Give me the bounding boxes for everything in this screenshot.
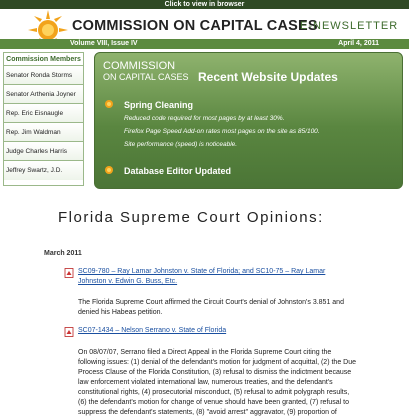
sidebar-item-member[interactable]: Senator Ronda Storms [4, 66, 83, 85]
banner-logo-line1: COMMISSION [103, 60, 176, 72]
opinion-link[interactable]: SC07-1434 – Nelson Serrano v. State of Florida [78, 327, 227, 334]
sidebar-item-member[interactable]: Jeffrey Swartz, J.D. [4, 161, 83, 180]
opinion-summary: suppress the defendant's statements, (8) "avoid arrest" aggravator, (9) proportion of [78, 409, 337, 416]
issue-label: Volume VIII, Issue IV [70, 40, 138, 47]
opinion-summary: constitutional rights, (4) prosecutorial misconduct, (5) refusal to admit polygraph results, [78, 389, 350, 396]
issue-date: April 4, 2011 [338, 40, 379, 47]
sidebar-title: Commission Members [4, 53, 83, 66]
pdf-icon [64, 268, 74, 278]
commission-members-sidebar [3, 52, 84, 186]
opinion-summary: On 08/07/07, Serrano filed a Direct Appeal in the Florida Supreme Court citing the [78, 349, 332, 356]
sidebar-item-member[interactable]: Rep. Jim Waldman [4, 123, 83, 142]
update-line: Firefox Page Speed Add-on rates most pages on the site as 85/100. [124, 128, 320, 135]
opinion-summary: The Florida Supreme Court affirmed the Circuit Court's denial of Johnston's 3.851 and [78, 299, 344, 306]
banner-logo-line2: ON CAPITAL CASES [103, 72, 189, 82]
page-title: Florida Supreme Court Opinions: [58, 209, 324, 226]
spring-cleaning-title: Spring Cleaning [124, 100, 194, 110]
website-updates-banner [94, 52, 403, 189]
sidebar-item-member[interactable]: Rep. Eric Eisnaugle [4, 104, 83, 123]
newsletter-header [0, 9, 409, 39]
opinion-link[interactable]: Johnston v. Edwin G. Buss, Etc. [78, 278, 178, 285]
newsletter-subtitle: E-NEWSLETTER [300, 20, 399, 32]
opinion-summary: Process Clause of the Florida Constitution, (3) refusal to dismiss the indictment because [78, 369, 352, 376]
newsletter-title: COMMISSION ON CAPITAL CASES [72, 18, 318, 34]
opinion-summary: law enforcement violated international law, numerous treaties, and the defendant's [78, 379, 333, 386]
update-line: Site performance (speed) is noticeable. [124, 141, 238, 148]
sun-bullet-icon [103, 98, 115, 110]
opinion-summary: following issues: (1) denial of the defendant's motion for judgment of acquittal, (2) the Due [78, 359, 356, 366]
month-label: March 2011 [44, 250, 82, 257]
sun-bullet-icon [103, 164, 115, 176]
opinion-summary: (6) the defendant's motion for change of venue should have been granted, (7) refusal to [78, 399, 350, 406]
opinion-summary: denied his Habeas petition. [78, 309, 163, 316]
view-in-browser-link[interactable]: Click to view in browser [0, 0, 409, 9]
opinion-link[interactable]: SC09-780 – Ray Lamar Johnston v. State of Florida; and SC10-75 – Ray Lamar [78, 268, 326, 275]
banner-heading: Recent Website Updates [198, 70, 338, 84]
database-editor-title: Database Editor Updated [124, 166, 232, 176]
sidebar-item-member[interactable]: Judge Charles Harris [4, 142, 83, 161]
sidebar-item-member[interactable]: Senator Arthenia Joyner [4, 85, 83, 104]
issue-bar [0, 39, 409, 49]
banner-logo [103, 61, 189, 83]
pdf-icon [64, 327, 74, 337]
update-line: Reduced code required for most pages by at least 30%. [124, 115, 285, 122]
